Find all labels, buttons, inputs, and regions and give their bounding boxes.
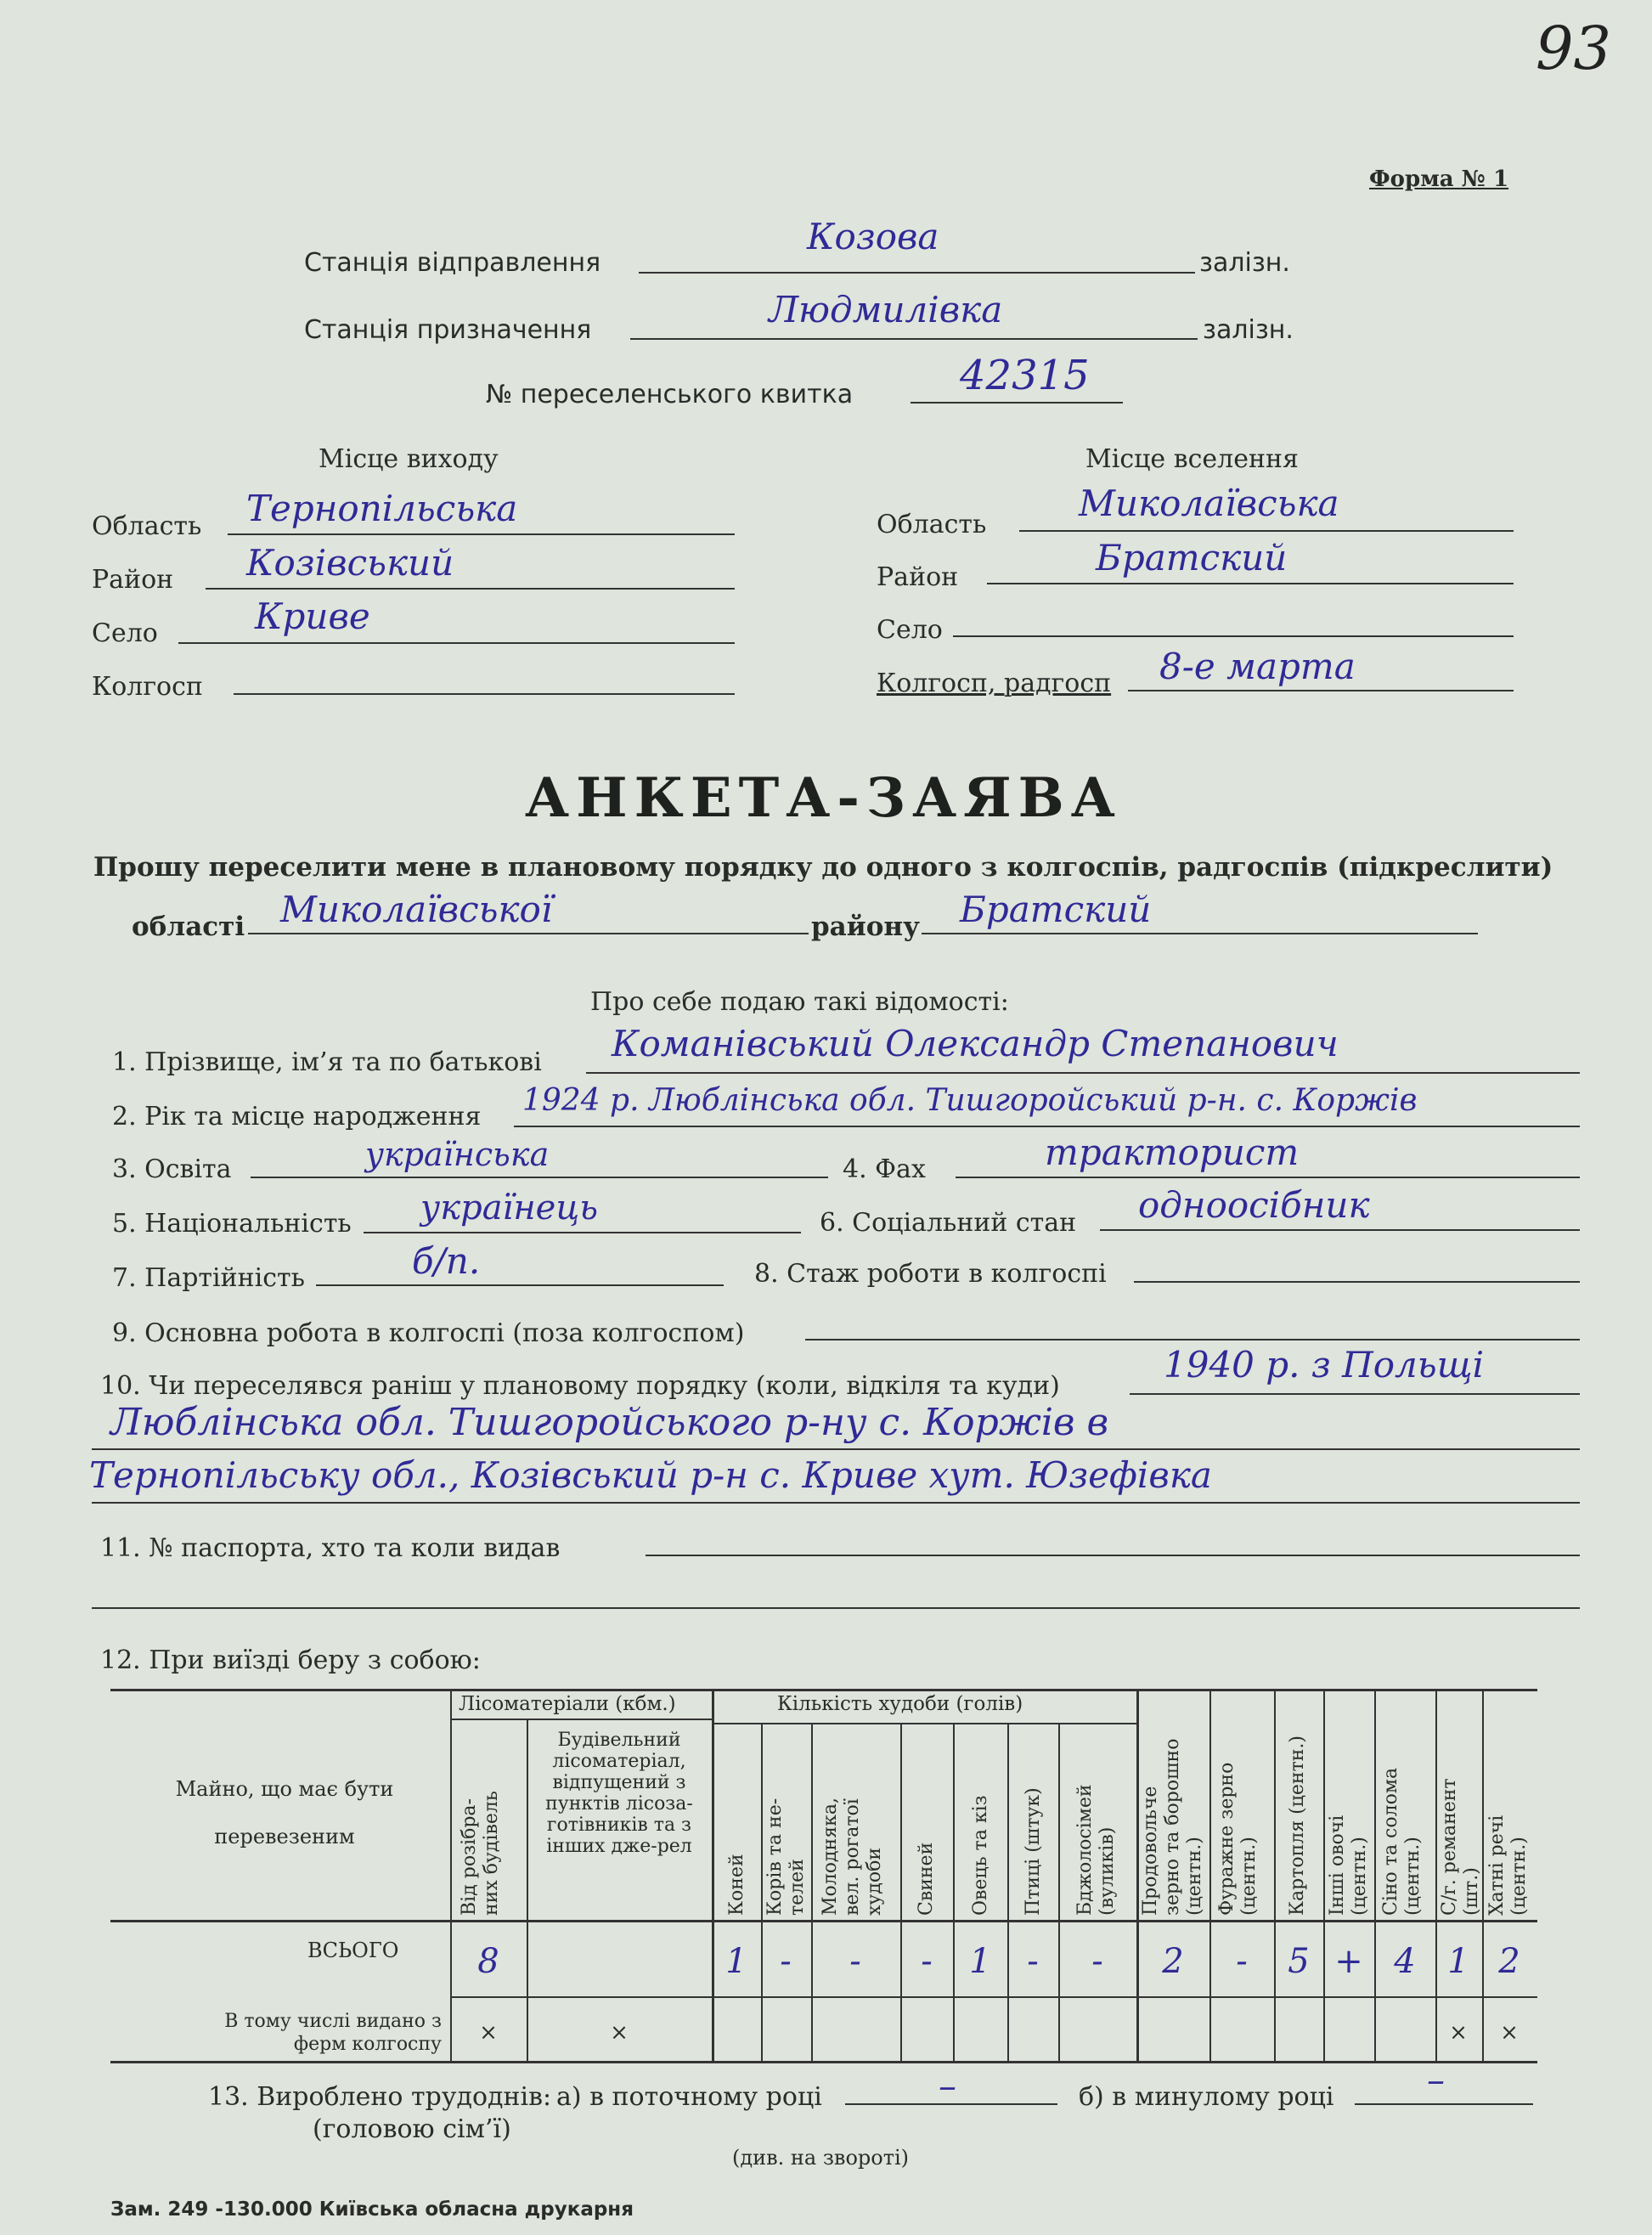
request-raion-value: Братский: [960, 889, 1152, 930]
table-cell-total-15: 2: [1498, 1942, 1520, 1981]
f11-label: 11. № паспорта, хто та коли видав: [100, 1533, 561, 1563]
form-label: Форма № 1: [1369, 166, 1509, 192]
table-cell-total-2: 1: [725, 1942, 747, 1981]
settlement-oblast-line: [1019, 530, 1514, 532]
col-cows: Корів та не- телей: [764, 1798, 808, 1916]
f10-value-1: 1940 р. з Польщі: [1164, 1344, 1485, 1386]
table-cell-total-4: -: [849, 1942, 861, 1981]
f5-value: українець: [420, 1188, 599, 1228]
settlement-oblast-label: Область: [877, 510, 987, 539]
f6-value: одноосібник: [1138, 1184, 1370, 1226]
workdays-current-label: а) в поточному році: [556, 2082, 822, 2112]
origin-kolhosp-label: Колгосп: [92, 672, 203, 702]
printer-note: Зам. 249 -130.000 Київська обласна друкарня: [110, 2198, 634, 2221]
timber-group-line: [450, 1719, 712, 1720]
origin-kolhosp-line: [234, 693, 735, 695]
table-cell-farm-0: ×: [479, 2020, 498, 2046]
table-cell-farm-14: ×: [1449, 2020, 1468, 2046]
f10-line-3: [92, 1502, 1580, 1504]
f5-line: [364, 1232, 801, 1233]
f4-line: [956, 1177, 1580, 1178]
table-cell-total-5: -: [921, 1942, 933, 1981]
settlement-raion-line: [987, 583, 1514, 584]
destination-line: [630, 338, 1198, 340]
origin-oblast-line: [228, 533, 735, 535]
origin-title: Місце виходу: [319, 444, 499, 474]
settlement-kolhosp-value: 8-е марта: [1159, 646, 1356, 687]
col-poultry: Птиці (штук): [1023, 1787, 1044, 1916]
f10-value-2: Люблінська обл. Тишгоройського р-ну с. Коржів в: [110, 1401, 1109, 1444]
workdays-past-label: б) в минулому році: [1079, 2082, 1334, 2112]
f10-line-2: [92, 1448, 1580, 1450]
row-total-label: ВСЬОГО: [307, 1939, 399, 1962]
table-bottom-border: [110, 2061, 1537, 2063]
f9-line: [805, 1339, 1580, 1340]
request-oblast-value: Миколаївської: [280, 889, 553, 930]
table-cell-total-10: -: [1236, 1942, 1248, 1981]
settlement-kolhosp-line: [1128, 690, 1514, 691]
f2-label: 2. Рік та місце народження: [112, 1102, 482, 1132]
f7-label: 7. Партійність: [112, 1263, 305, 1293]
f7-value: б/п.: [412, 1240, 481, 1282]
timber-group-header: Лісоматеріали (кбм.): [459, 1693, 676, 1715]
f10-label: 10. Чи переселявся раніш у плановому порядку (коли, відкіля та куди): [100, 1371, 1060, 1401]
col-pigs: Свиней: [916, 1842, 937, 1916]
property-header: Майно, що має бути перевезеним: [175, 1777, 394, 1848]
f4-label: 4. Фах: [843, 1154, 926, 1184]
origin-selo-value: Криве: [255, 595, 370, 637]
settlement-raion-value: Братский: [1096, 537, 1288, 579]
destination-label: Станція призначення: [304, 315, 592, 345]
table-cell-total-8: -: [1091, 1942, 1103, 1981]
col-farm-equipment: С/г. реманент (шт.): [1439, 1778, 1482, 1916]
table-cell-total-6: 1: [969, 1942, 991, 1981]
departure-label: Станція відправлення: [304, 248, 601, 278]
origin-selo-label: Село: [92, 618, 158, 648]
table-cell-total-0: 8: [477, 1942, 499, 1981]
see-back-note: (див. на звороті): [732, 2146, 910, 2170]
destination-value: Людмилівка: [769, 289, 1003, 330]
livestock-group-line: [712, 1723, 1136, 1724]
table-cell-total-12: +: [1334, 1942, 1363, 1981]
request-raion-label: району: [811, 911, 920, 942]
col-hay-straw: Сіно та солома (центн.): [1380, 1767, 1424, 1916]
f2-value: 1924 р. Люблінська обл. Тишгоройський р-н. с. Коржів: [522, 1083, 1418, 1118]
table-cell-total-14: 1: [1447, 1942, 1469, 1981]
col-demolished-buildings: Від розібра- них будівель: [459, 1791, 502, 1916]
col-sheep-goats: Овець та кіз: [970, 1795, 991, 1916]
request-raion-line: [922, 933, 1478, 934]
settlement-raion-label: Район: [877, 562, 959, 592]
f3-line: [251, 1177, 828, 1178]
row-farm-label: В тому числі видано з ферм колгоспу: [224, 2011, 442, 2055]
departure-line: [639, 272, 1195, 274]
ticket-label: № переселенського квитка: [486, 380, 854, 409]
railway-suffix-1: залізн.: [1199, 248, 1290, 278]
f1-value: Команівський Олександр Степанович: [612, 1023, 1339, 1064]
ticket-value: 42315: [960, 352, 1090, 399]
table-cell-farm-15: ×: [1500, 2020, 1519, 2046]
settlement-title: Місце вселення: [1085, 444, 1299, 474]
col-household-goods: Хатні речі (центн.): [1486, 1815, 1530, 1916]
origin-raion-value: Козівський: [246, 542, 454, 584]
f10-line-1: [1130, 1393, 1580, 1395]
settlement-selo-line: [953, 635, 1514, 637]
departure-value: Козова: [807, 216, 939, 257]
f12-label: 12. При виїзді беру з собою:: [100, 1645, 481, 1675]
f6-label: 6. Соціальний стан: [820, 1208, 1077, 1238]
livestock-group-header: Кількість худоби (голів): [777, 1693, 1023, 1715]
ticket-line: [911, 402, 1123, 404]
f3-label: 3. Освіта: [112, 1154, 232, 1184]
request-oblast-line: [248, 933, 809, 934]
f7-line: [316, 1284, 724, 1286]
col-potatoes: Картопля (центн.): [1287, 1736, 1308, 1916]
workdays-label: 13. Вироблено трудоднів:: [208, 2082, 552, 2112]
f8-label: 8. Стаж роботи в колгоспі: [754, 1259, 1107, 1289]
col-food-grain: Продовольче зерно та борошно (центн.): [1140, 1738, 1205, 1916]
f2-line: [514, 1126, 1580, 1127]
col-bee-colonies: Бджолосімей (вуликів): [1074, 1784, 1118, 1916]
f4-value: тракторист: [1045, 1132, 1300, 1173]
f11-line-1: [646, 1555, 1580, 1556]
origin-raion-line: [206, 588, 735, 590]
request-oblast-label: області: [132, 911, 245, 942]
f1-label: 1. Прізвище, ім’я та по батькові: [112, 1047, 542, 1077]
f11-line-2: [92, 1607, 1580, 1609]
table-cell-total-11: 5: [1288, 1942, 1310, 1981]
origin-oblast-value: Тернопільська: [246, 488, 518, 529]
f5-label: 5. Національність: [112, 1209, 352, 1239]
page-title: АНКЕТА-ЗАЯВА: [525, 766, 1122, 830]
workdays-past-line: [1355, 2103, 1533, 2105]
origin-oblast-label: Область: [92, 511, 202, 541]
origin-selo-line: [178, 642, 735, 644]
origin-raion-label: Район: [92, 565, 174, 595]
f10-value-3: Тернопільську обл., Козівський р-н с. Криве хут. Юзефівка: [89, 1454, 1212, 1496]
workdays-current-value: –: [939, 2065, 956, 2107]
railway-suffix-2: залізн.: [1203, 315, 1294, 345]
col-fodder-grain: Фуражне зерно (центн.): [1216, 1762, 1260, 1916]
f3-value: українська: [365, 1136, 550, 1173]
settlement-selo-label: Село: [877, 615, 943, 645]
f8-line: [1134, 1281, 1580, 1283]
request-text: Прошу переселити мене в плановому порядку до одного з колгоспів, радгоспів (підкреслити): [93, 852, 1553, 883]
table-cell-total-13: 4: [1394, 1942, 1416, 1981]
workdays-past-value: –: [1427, 2059, 1445, 2101]
f9-label: 9. Основна робота в колгоспі (поза колгоспом): [112, 1318, 745, 1348]
col-young-cattle: Молодняка, вел. рогатої худоби: [820, 1798, 885, 1916]
settlement-kolhosp-label: Колгосп, радгосп: [877, 669, 1112, 698]
workdays-label-2: (головою сім’ї): [313, 2114, 511, 2144]
intro-text: Про себе подаю такі відомості:: [590, 987, 1009, 1017]
col-other-vegetables: Інші овочі (центн.): [1327, 1815, 1370, 1916]
f1-line: [586, 1072, 1580, 1074]
table-cell-total-3: -: [780, 1942, 792, 1981]
col-building-timber: Будівельний лісоматеріал, відпущений з пунктів лісоза-готівників та з інших дже-рел: [545, 1730, 693, 1857]
table-cell-total-7: -: [1027, 1942, 1039, 1981]
page-number: 93: [1536, 14, 1612, 83]
col-horses: Коней: [726, 1854, 747, 1916]
table-cell-farm-1: ×: [610, 2020, 629, 2046]
settlement-oblast-value: Миколаївська: [1079, 483, 1339, 524]
table-cell-total-9: 2: [1162, 1942, 1184, 1981]
f6-line: [1100, 1229, 1580, 1231]
